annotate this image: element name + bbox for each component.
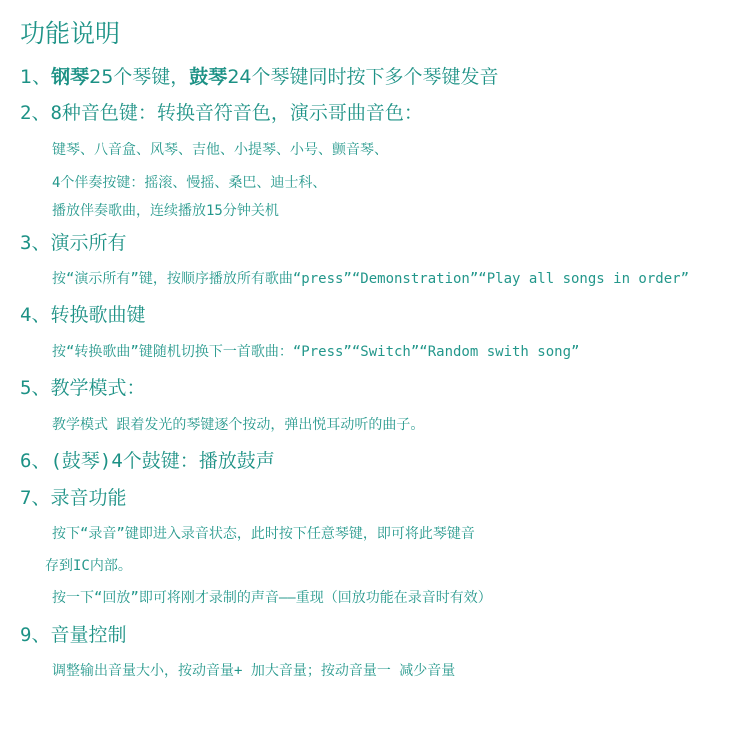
section-4-heading: 4、转换歌曲键 [20,304,146,326]
section-5-line-1: 教学模式 跟着发光的琴键逐个按动，弹出悦耳动听的曲子。 [52,417,425,433]
section-7-heading: 7、录音功能 [20,487,127,509]
section-9-heading: 9、音量控制 [20,624,127,646]
section-7-line-1: 按下“录音”键即进入录音状态，此时按下任意琴键，即可将此琴键音 [52,526,475,542]
section-6-heading: 6、(鼓琴)4个鼓键：播放鼓声 [20,450,275,472]
section-1-number: 1、 [20,66,52,88]
section-1-piano-text: 25个琴键， [89,66,190,88]
section-7-line-2: 存到IC内部。 [45,558,132,574]
section-2-line-1: 键琴、八音盒、风琴、吉他、小提琴、小号、颤音琴、 [52,142,388,158]
section-3-line-1: 按“演示所有”键，按顺序播放所有歌曲“press”“Demonstration”“Play all songs in order” [52,271,690,287]
section-5-heading: 5、教学模式： [20,377,146,399]
section-1-piano-label: 钢琴 [51,66,90,88]
section-2-heading: 2、8种音色键：转换音符音色，演示哥曲音色： [20,102,423,124]
section-1-drum-text: 24个琴键同时按下多个琴键发音 [227,66,499,88]
section-1-heading [20,62,499,89]
page-title: 功能说明 [20,19,121,48]
section-2-line-2: 4个伴奏按键：摇滚、慢摇、桑巴、迪士科、 [52,175,327,191]
section-2-line-3: 播放伴奏歌曲，连续播放15分钟关机 [52,203,279,219]
section-7-line-3: 按一下“回放”即可将刚才录制的声音——重现（回放功能在录音时有效） [52,590,492,606]
section-3-line-clip [52,268,750,288]
section-9-line-1: 调整输出音量大小，按动音量+ 加大音量；按动音量一 减少音量 [52,663,456,679]
section-3-heading: 3、演示所有 [20,232,127,254]
section-1-drum-label: 鼓琴 [189,66,228,88]
section-4-line-1: 按“转换歌曲”键随机切换下一首歌曲：“Press”“Switch”“Random swith song” [52,344,580,360]
